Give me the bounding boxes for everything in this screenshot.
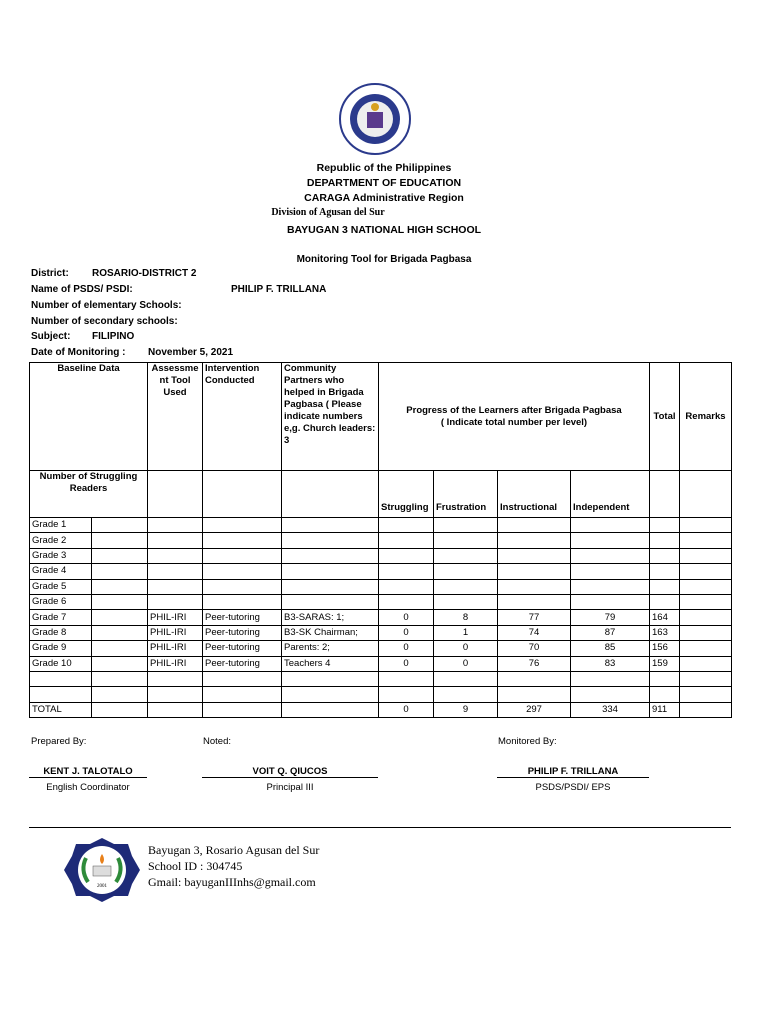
independent-cell xyxy=(571,671,650,686)
document-title: Monitoring Tool for Brigada Pagbasa xyxy=(296,254,472,265)
date-value: November 5, 2021 xyxy=(148,347,234,358)
grade-cell: Grade 3 xyxy=(30,548,92,563)
remarks-cell xyxy=(680,518,732,533)
empty-cell xyxy=(148,702,203,717)
remarks-cell xyxy=(680,641,732,656)
header-baseline: Baseline Data xyxy=(30,363,148,471)
frustration-cell: 0 xyxy=(434,641,498,656)
independent-cell: 85 xyxy=(571,641,650,656)
instructional-cell xyxy=(498,548,571,563)
progress-subtitle: ( Indicate total number per level) xyxy=(440,416,588,428)
tool-cell: PHIL-IRI xyxy=(148,625,203,640)
tool-cell: PHIL-IRI xyxy=(148,656,203,671)
table-row xyxy=(30,533,732,548)
remarks-cell xyxy=(680,610,732,625)
grade-cell: Grade 4 xyxy=(30,564,92,579)
tool-cell: PHIL-IRI xyxy=(148,610,203,625)
partners-cell xyxy=(282,579,379,594)
subject-label: Subject: xyxy=(31,331,71,342)
frustration-cell xyxy=(434,518,498,533)
logo-year: 2001 xyxy=(97,884,107,889)
district-label: District: xyxy=(31,268,69,279)
frustration-cell xyxy=(434,564,498,579)
instructional-cell xyxy=(498,533,571,548)
struggling-cell xyxy=(379,518,434,533)
intervention-cell: Peer-tutoring xyxy=(203,625,282,640)
struggling-cell xyxy=(379,671,434,686)
independent-cell: 83 xyxy=(571,656,650,671)
footer-address: Bayugan 3, Rosario Agusan del Sur xyxy=(148,843,320,857)
total-cell xyxy=(650,548,680,563)
struggling-readers-cell xyxy=(92,656,148,671)
frustration-cell xyxy=(434,533,498,548)
struggling-readers-cell xyxy=(92,564,148,579)
struggling-cell: 0 xyxy=(379,641,434,656)
tool-cell: PHIL-IRI xyxy=(148,641,203,656)
intervention-cell xyxy=(203,594,282,609)
struggling-cell xyxy=(379,564,434,579)
total-frustration: 9 xyxy=(434,702,498,717)
school-logo-icon xyxy=(62,836,142,904)
noted-name: VOIT Q. QIUCOS xyxy=(202,766,378,778)
instructional-cell: 74 xyxy=(498,625,571,640)
grade-cell: Grade 6 xyxy=(30,594,92,609)
independent-cell: 79 xyxy=(571,610,650,625)
level-struggling: Struggling xyxy=(379,471,434,518)
frustration-cell xyxy=(434,671,498,686)
remarks-cell xyxy=(680,625,732,640)
instructional-cell xyxy=(498,687,571,702)
partners-cell: B3-SARAS: 1; xyxy=(282,610,379,625)
empty-cell xyxy=(203,702,282,717)
partners-cell xyxy=(282,533,379,548)
monitored-position: PSDS/PSDI/ EPS xyxy=(535,782,611,793)
header-department: DEPARTMENT OF EDUCATION xyxy=(306,177,462,189)
elementary-schools-label: Number of elementary Schools: xyxy=(31,300,182,311)
noted-label: Noted: xyxy=(203,736,231,747)
level-frustration: Frustration xyxy=(434,471,498,518)
subject-value: FILIPINO xyxy=(92,331,135,342)
remarks-cell xyxy=(680,548,732,563)
header-tool: Assessme nt Tool Used xyxy=(148,363,203,471)
struggling-cell xyxy=(379,687,434,702)
total-cell xyxy=(650,564,680,579)
header-total: Total xyxy=(650,363,680,471)
total-struggling: 0 xyxy=(379,702,434,717)
grade-cell xyxy=(30,671,92,686)
frustration-cell: 0 xyxy=(434,656,498,671)
table-row xyxy=(30,671,732,686)
frustration-cell xyxy=(434,687,498,702)
instructional-cell: 70 xyxy=(498,641,571,656)
remarks-cell xyxy=(680,533,732,548)
partners-cell xyxy=(282,671,379,686)
footer-contact xyxy=(148,842,319,890)
intervention-cell: Peer-tutoring xyxy=(203,641,282,656)
total-independent: 334 xyxy=(571,702,650,717)
table-row xyxy=(30,594,732,609)
table-row xyxy=(30,656,732,671)
struggling-readers-cell xyxy=(92,687,148,702)
total-cell xyxy=(650,579,680,594)
struggling-readers-cell xyxy=(92,641,148,656)
partners-cell: Parents: 2; xyxy=(282,641,379,656)
intervention-cell: Peer-tutoring xyxy=(203,610,282,625)
remarks-cell xyxy=(680,702,732,717)
total-cell: 163 xyxy=(650,625,680,640)
partners-cell xyxy=(282,518,379,533)
instructional-cell xyxy=(498,564,571,579)
partners-cell xyxy=(282,687,379,702)
prepared-label: Prepared By: xyxy=(31,736,87,747)
grade-cell: Grade 5 xyxy=(30,579,92,594)
prepared-name: KENT J. TALOTALO xyxy=(29,766,147,778)
monitored-name: PHILIP F. TRILLANA xyxy=(497,766,649,778)
frustration-cell xyxy=(434,548,498,563)
header-division: Division of Agusan del Sur xyxy=(271,207,385,218)
struggling-cell xyxy=(379,579,434,594)
date-label: Date of Monitoring : xyxy=(31,347,126,358)
district-value: ROSARIO-DISTRICT 2 xyxy=(92,268,197,279)
total-cell xyxy=(650,594,680,609)
intervention-cell: Peer-tutoring xyxy=(203,656,282,671)
tool-cell xyxy=(148,533,203,548)
instructional-cell: 76 xyxy=(498,656,571,671)
monitoring-table xyxy=(29,362,732,718)
tool-cell xyxy=(148,687,203,702)
intervention-cell xyxy=(203,564,282,579)
independent-cell xyxy=(571,518,650,533)
table-row xyxy=(30,548,732,563)
remarks-cell xyxy=(680,594,732,609)
footer-divider xyxy=(29,827,731,828)
total-cell: 159 xyxy=(650,656,680,671)
table-row xyxy=(30,518,732,533)
frustration-cell: 1 xyxy=(434,625,498,640)
struggling-cell xyxy=(379,533,434,548)
intervention-cell xyxy=(203,548,282,563)
grade-cell: Grade 8 xyxy=(30,625,92,640)
tool-cell xyxy=(148,548,203,563)
partners-cell: Teachers 4 xyxy=(282,656,379,671)
psds-value: PHILIP F. TRILLANA xyxy=(231,284,327,295)
remarks-cell xyxy=(680,687,732,702)
instructional-cell: 77 xyxy=(498,610,571,625)
header-progress xyxy=(379,363,650,471)
prepared-position: English Coordinator xyxy=(46,782,130,793)
instructional-cell xyxy=(498,671,571,686)
grade-cell: Grade 2 xyxy=(30,533,92,548)
empty-cell xyxy=(92,702,148,717)
intervention-cell xyxy=(203,518,282,533)
struggling-readers-cell xyxy=(92,610,148,625)
total-row xyxy=(30,702,732,717)
partners-cell xyxy=(282,548,379,563)
frustration-cell xyxy=(434,579,498,594)
independent-cell xyxy=(571,548,650,563)
total-cell xyxy=(650,533,680,548)
grade-cell: Grade 7 xyxy=(30,610,92,625)
empty-cell xyxy=(282,702,379,717)
total-cell xyxy=(650,671,680,686)
intervention-cell xyxy=(203,671,282,686)
struggling-readers-cell xyxy=(92,533,148,548)
table-row xyxy=(30,564,732,579)
struggling-readers-cell xyxy=(92,518,148,533)
header-remarks: Remarks xyxy=(680,363,732,471)
grand-total: 911 xyxy=(650,702,680,717)
total-cell: 156 xyxy=(650,641,680,656)
level-instructional: Instructional xyxy=(498,471,571,518)
total-cell xyxy=(650,518,680,533)
deped-seal-icon xyxy=(320,82,430,157)
header-school: BAYUGAN 3 NATIONAL HIGH SCHOOL xyxy=(286,224,482,236)
total-label: TOTAL xyxy=(30,702,92,717)
intervention-cell xyxy=(203,533,282,548)
partners-cell xyxy=(282,594,379,609)
tool-cell xyxy=(148,564,203,579)
table-row xyxy=(30,687,732,702)
struggling-readers-cell xyxy=(92,625,148,640)
frustration-cell xyxy=(434,594,498,609)
struggling-readers-cell xyxy=(92,548,148,563)
intervention-cell xyxy=(203,579,282,594)
struggling-cell: 0 xyxy=(379,656,434,671)
header-region: CARAGA Administrative Region xyxy=(304,192,464,204)
remarks-cell xyxy=(680,656,732,671)
instructional-cell xyxy=(498,594,571,609)
table-row xyxy=(30,579,732,594)
independent-cell: 87 xyxy=(571,625,650,640)
remarks-cell xyxy=(680,579,732,594)
footer-gmail[interactable]: Gmail: bayuganIIInhs@gmail.com xyxy=(148,875,316,889)
struggling-readers-cell xyxy=(92,594,148,609)
struggling-cell xyxy=(379,594,434,609)
table-row xyxy=(30,625,732,640)
instructional-cell xyxy=(498,518,571,533)
header-republic: Republic of the Philippines xyxy=(316,162,452,174)
struggling-readers-cell xyxy=(92,671,148,686)
independent-cell xyxy=(571,579,650,594)
frustration-cell: 8 xyxy=(434,610,498,625)
secondary-schools-label: Number of secondary schools: xyxy=(31,316,178,327)
progress-title: Progress of the Learners after Brigada Pagbasa xyxy=(406,404,622,416)
intervention-cell xyxy=(203,687,282,702)
remarks-cell xyxy=(680,671,732,686)
header-intervention: Intervention Conducted xyxy=(203,363,282,471)
total-cell xyxy=(650,687,680,702)
struggling-readers-cell xyxy=(92,579,148,594)
total-cell: 164 xyxy=(650,610,680,625)
footer-school-id: School ID : 304745 xyxy=(148,859,243,873)
level-independent: Independent xyxy=(571,471,650,518)
tool-cell xyxy=(148,671,203,686)
header-struggling-readers: Number of Struggling Readers xyxy=(30,471,148,518)
struggling-cell xyxy=(379,548,434,563)
struggling-cell: 0 xyxy=(379,625,434,640)
table-row xyxy=(30,610,732,625)
independent-cell xyxy=(571,687,650,702)
partners-cell xyxy=(282,564,379,579)
grade-cell: Grade 9 xyxy=(30,641,92,656)
grade-cell: Grade 1 xyxy=(30,518,92,533)
noted-position: Principal III xyxy=(266,782,314,793)
psds-label: Name of PSDS/ PSDI: xyxy=(31,284,133,295)
tool-cell xyxy=(148,518,203,533)
grade-cell xyxy=(30,687,92,702)
independent-cell xyxy=(571,594,650,609)
total-instructional: 297 xyxy=(498,702,571,717)
independent-cell xyxy=(571,564,650,579)
tool-cell xyxy=(148,579,203,594)
tool-cell xyxy=(148,594,203,609)
grade-cell: Grade 10 xyxy=(30,656,92,671)
header-partners: Community Partners who helped in Brigada Pagbasa ( Please indicate numbers e,g. Church leaders: 3 xyxy=(282,363,379,471)
monitored-label: Monitored By: xyxy=(498,736,557,747)
instructional-cell xyxy=(498,579,571,594)
remarks-cell xyxy=(680,564,732,579)
partners-cell: B3-SK Chairman; xyxy=(282,625,379,640)
struggling-cell: 0 xyxy=(379,610,434,625)
table-row xyxy=(30,641,732,656)
independent-cell xyxy=(571,533,650,548)
